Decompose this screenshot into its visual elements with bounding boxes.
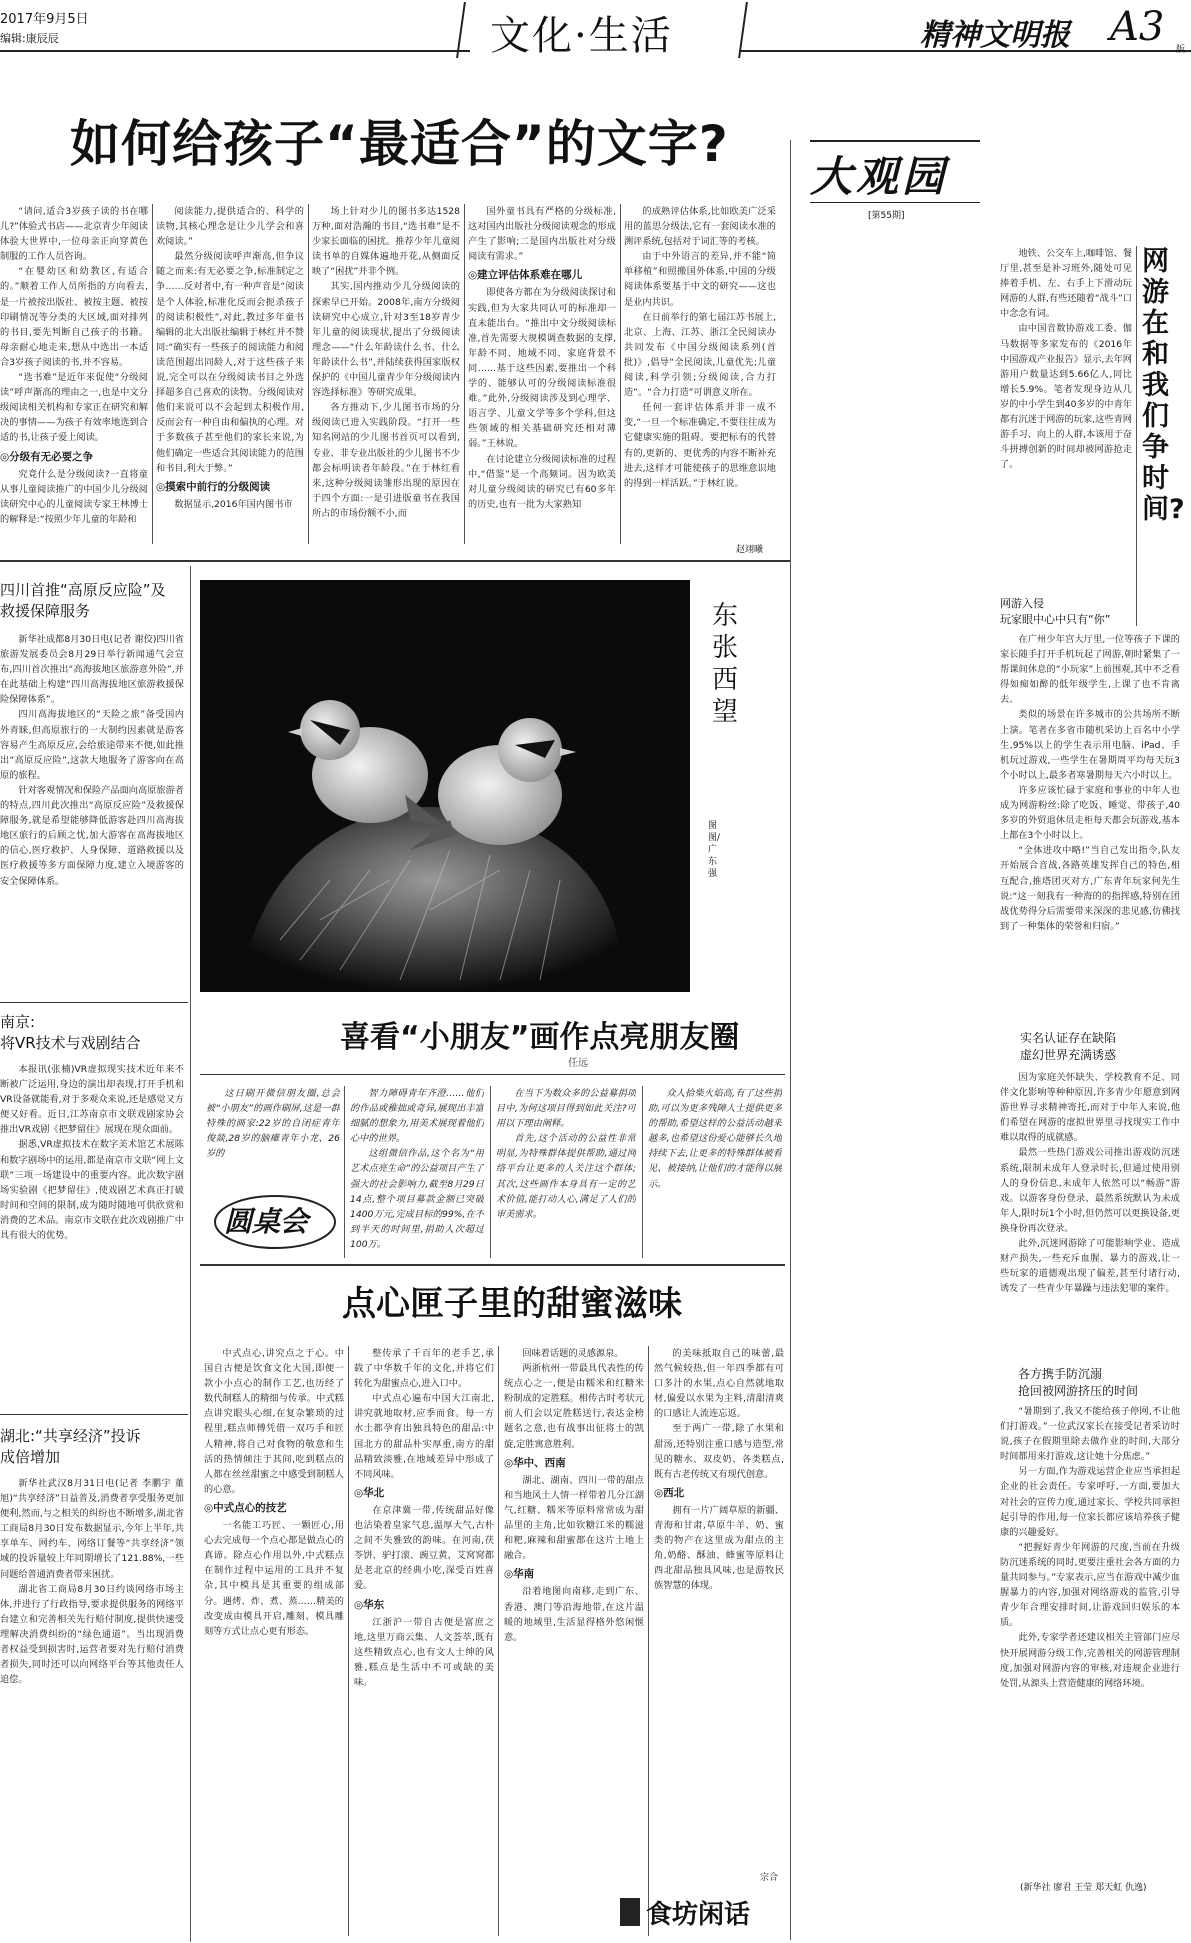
brief3-headline bbox=[0, 1426, 180, 1468]
art-col-4 bbox=[648, 1086, 782, 1258]
editor-credit: 编辑:康辰辰 bbox=[0, 32, 59, 45]
right-sub1 bbox=[1000, 596, 1180, 628]
art-col-2 bbox=[350, 1086, 484, 1258]
right-col-c bbox=[1000, 1070, 1180, 1370]
brief2-headline-2: 将VR技术与戏剧结合 bbox=[0, 1034, 141, 1052]
photo-birds bbox=[200, 580, 690, 992]
right-sub1-line2: 玩家眼中心中只有“你” bbox=[1000, 613, 1111, 626]
lead-col-5 bbox=[624, 204, 776, 554]
food-c3-subhead-2: ◎华南 bbox=[504, 1568, 535, 1581]
food-c2-subhead-1: ◎华北 bbox=[354, 1486, 385, 1499]
brief3-headline-1: 湖北:“共享经济”投诉 bbox=[0, 1427, 141, 1445]
right-sub1-line1: 网游入侵 bbox=[1000, 597, 1044, 610]
right-sub3-line1: 各方携手防沉溺 bbox=[1018, 1367, 1103, 1381]
lead-col2-subhead: ◎摸索中前行的分级阅读 bbox=[156, 480, 271, 493]
art-col-1 bbox=[206, 1086, 340, 1166]
lead-col1-p1: “请问,适合3岁孩子读的书在哪儿?”体验式书店——北京青少年阅读体验大世界中,一位母亲正向穿黄色制服的工作人员咨询。 bbox=[0, 206, 148, 263]
lead-col1-p2: “在婴幼区和幼教区,有适合的。”顺着工作人员所指的方向看去,是一片被按出版社、被按主题、被按印刷情况等分类的大区域,面对排列的书目,要先判断自己孩子的书籍。母亲耐心地走来,想从中选出一本适合3岁孩子阅读的书,并不容易。 bbox=[0, 266, 148, 368]
food-c3-p3: 湖北、湖南、四川一带的甜点和当地风土人情一样带着几分江湖气,红糖、糯米等原料常常成为甜品里的主角,比如钦糖江米的糯滋和粑,麻辣和甜蜜都在这片土地上融合。 bbox=[504, 1474, 644, 1562]
lead-col4-p2: 即使各方都在为分级阅读探讨和实践,但为大家共同认可的标准却一直未能出台。“推出中文分级阅读标准,首先需要大规模调查数据的支撑,年龄不同、地域不同、家庭背景不同……基于这些因素,要推出一个科学的、能够认可的分级阅读标准很难。”此外,分级阅读涉及到心理学、语言学、儿童文学等多个学科,但这些领域的相关基础研究还相对薄弱。”王林说。 bbox=[468, 287, 616, 450]
issue-date: 2017年9月5日 bbox=[0, 12, 89, 27]
lead-col4-p1: 国外童书具有严格的分级标准,这对国内出版社分级阅读观念的形成产生了影响;二是国内出版社对分级阅读有需求。” bbox=[468, 206, 616, 263]
lead-author: 赵翊曦 bbox=[736, 545, 764, 555]
food-logo-mark bbox=[620, 1898, 640, 1926]
art-logo bbox=[210, 1192, 340, 1252]
right-col-a bbox=[1000, 246, 1132, 622]
food-headline: 点心匣子里的甜蜜滋味 bbox=[342, 1284, 682, 1324]
right-sub3 bbox=[1018, 1366, 1178, 1400]
lead-col-4 bbox=[468, 204, 616, 554]
food-c2-p2: 中式点心遍布中国大江南北,讲究就地取材,应季而食。每一方水土都孕育出独具特色的甜品:中国北方的甜品朴实厚重,南方的甜品精致淡雅,在地域差异中形成了不同风味。 bbox=[354, 1393, 494, 1480]
lead-col4-subhead: ◎建立评估体系难在哪儿 bbox=[468, 269, 583, 282]
lead-col-3 bbox=[312, 204, 460, 554]
right-d-p2: 另一方面,作为游戏运营企业应当承担起企业的社会责任。专家呼吁,一方面,要加大对社会的宣传力度,通过家长、学校共同承担起引导的作用,每一位家长都应该培养孩子健康的兴趣爱好。 bbox=[1000, 1466, 1180, 1538]
right-sub2 bbox=[1020, 1030, 1180, 1064]
lead-col1-p4: 究竟什么是分级阅读?一直将童从事儿童阅读推广的中国少儿分级阅读研究中心的儿童阅读专家王林博士的解释是:“按照少年儿童的年龄和 bbox=[0, 468, 148, 525]
lead-col2-p1: 阅读能力,提供适合的、科学的读物,其核心理念是让少儿学会和喜欢阅读。” bbox=[156, 206, 304, 248]
lead-col2-p3: 数据显示,2016年国内图书市 bbox=[174, 498, 293, 510]
lead-col-1 bbox=[0, 204, 148, 554]
page-suffix: 版 bbox=[1176, 45, 1186, 55]
right-c-p1: 因为家庭关怀缺失、学校教育不足、同伴文化影响等种种原因,许多青少年愿意到网游世界寻求精神寄托,而对于中年人来说,他们希望在网游的虚拟世界里寻找现实工作中难以取得的成就感。 bbox=[1000, 1072, 1180, 1144]
brief3-headline-2: 成倍增加 bbox=[0, 1448, 61, 1466]
food-c1-p2: 一名能工巧匠、一颗匠心,用心去完成每一个点心都是做点心的真谛。除点心作用以外,中式糕点在制作过程中运用的工具并不复杂,其中模具是其重要的组成部分。遇烤、炸、煮、蒸……精美的改变成由模具开启,雕刻、模具雕刻等方式让点心更有形态。 bbox=[204, 1520, 344, 1637]
brief2-body bbox=[0, 1062, 184, 1412]
food-c3-p1: 回味着话题的灵感源泉。 bbox=[522, 1348, 624, 1359]
food-col-2 bbox=[354, 1346, 494, 1936]
art-c3-p2: 首先,这个活动的公益性非常明显,为特殊群体提供帮助,通过网络平台让更多的人关注这个群体;其次,这些画作本身具有一定的艺术价值,能打动人心,满足了人们的审美需求。 bbox=[496, 1133, 636, 1220]
food-col-4 bbox=[654, 1346, 784, 1866]
right-d-p3: “把握好青少年网游的尺度,当前在升级防沉迷系统的同时,更要注重社会各方面的力量共同参与。”专家表示,应当在游戏中减少血腥暴力的内容,加强对网络游戏的监管,引导青少年合理安排时间,让游戏回归娱乐的本质。 bbox=[1000, 1541, 1180, 1629]
section-name: 文化·生活 bbox=[490, 13, 673, 59]
food-logo-text: 食坊闲话 bbox=[646, 1900, 751, 1930]
food-c2-p1: 整传承了千百年的老手艺,承载了中华数千年的文化,并将它们转化为甜蜜点心,进入口中。 bbox=[354, 1348, 494, 1390]
food-c3-p4: 沿着地图向南移,走到广东、香港、澳门等沿海地带,在这片温暖的地域里,生活显得格外悠闲惬意。 bbox=[504, 1586, 644, 1643]
brief1-body bbox=[0, 632, 184, 1002]
lead-col2-p2: 最然分级阅读呼声渐高,但争议随之而来:有无必要之争,标准制定之争……反对者中,有一种声音是“阅读是个人体验,标准化反而会扼杀孩子的阅读积极性”,对此,教过多年童书编辑的北大出版社编辑于林红并不赞同:“确实有一些孩子的阅读能力和阅读范围超出同龄人,对于这些孩子来说,完全可以在分级阅读书目之外选择超多自己喜欢的读物。分级阅读对他们来说可以不会起到太积极作用,反而会有一种自由和偏执的心理。对于多数孩子甚至他们的家长来说,为他们确定一些适合其阅读能力的范围和书目,利大于弊。” bbox=[156, 251, 304, 474]
brief1-headline: 四川首推“高原反应险”及救援保障服务 bbox=[0, 581, 166, 620]
right-col-b bbox=[1000, 632, 1180, 1022]
brief3-p2: 湖北省工商局8月30日约谈网络市场主体,并进行了行政指导,要求提供服务的网络平台建立和完善相关先行赔付制度,提供快速受理解决消费纠纷的“绿色通道”。当出现消费者权益受到损害时,运营者要对先行赔付消费者损失,同时还可以向网络平台等其他责任人追偿。 bbox=[0, 1583, 184, 1686]
column-issue: [第55期] bbox=[868, 211, 905, 221]
lead-col3-p2: 其实,国内推动少儿分级阅读的探索早已开始。2008年,南方分级阅读研究中心成立,针对3至18岁青少年儿童的阅读现状,提出了分级阅读理念——“什么年龄读什么书、什么年龄读什么书”,并陆续获得国家版权保护的《中国儿童青少年分级阅读内容选择标准》等研究成果。 bbox=[312, 281, 460, 399]
right-feature-title: 网游在和我们争时间? bbox=[1142, 246, 1185, 525]
photo-credit: 图图/广东强 bbox=[708, 821, 721, 879]
food-c4-subhead: ◎西北 bbox=[654, 1486, 685, 1499]
right-a-p1: 地铁、公交车上,咖啡馆、餐厅里,甚至是补习班外,随处可见捧着手机、左、右手上下滑动玩网游的人群,有些还随着“战斗”口中念念有词。 bbox=[1000, 248, 1132, 320]
right-sub2-line1: 实名认证存在缺陷 bbox=[1020, 1031, 1117, 1045]
lead-col5-p4: 任何一套评估体系并非一成不变,“一旦一个标准确定,不要往往成为它健康实施的阻碍。要把标有的代替有的,更新的、更优秀的内容不断补充进去,这样才可能使孩子的思维意识地的得到一样活跃。”于林红说。 bbox=[624, 402, 776, 489]
brief3-body bbox=[0, 1476, 184, 1936]
paper-name: 精神文明报 bbox=[920, 18, 1070, 53]
right-b-p4: “全体进攻中略!”当自己发出指令,队友开始展合音战,各路英雄发挥自己的特色,相互配合,推塔团灭对方,广东青年玩家何先生说:“这一刻我有一种海的的指挥感,特别在团战优势得分后需要带来深深的悲见感,仿佛找到了一种集体的荣誉和归宿。” bbox=[1000, 845, 1180, 932]
food-author: 宗合 bbox=[760, 1873, 779, 1883]
food-c2-subhead-2: ◎华东 bbox=[354, 1598, 385, 1611]
brief2-headline-1: 南京: bbox=[0, 1013, 36, 1031]
food-c1-subhead: ◎中式点心的技艺 bbox=[204, 1501, 287, 1514]
brief3-p1: 新华社武汉8月31日电(记者 李鹏宇 董旭)“共享经济”日益普及,消费者享受服务更加便利,然而,与之相关的纠纷也不断增多,湖北省工商局8月30日发布数据显示,今年上半年,共享单车、网约车、网络订餐等“共享经济”领域的投诉量较上年同期增长了121.88%,一些问题给普通消费者带来困扰。 bbox=[0, 1478, 184, 1580]
food-col-3 bbox=[504, 1346, 644, 1936]
brief2-p2: 据悉,VR虚拟技术在数字美术馆艺术展陈和数字剧场中的运用,都是南京市文联“网上文联”三项一场建设中的重要内容。此次数字剧场实验剧《把梦留住》,使戏剧艺术真正打破时间和空间的限制,成为随时随地可供欣赏和消费的艺术品。南京市文联在此次戏剧推广中具有很大的优势。 bbox=[0, 1139, 184, 1242]
art-c2-p1: 智力障碍青年齐澄……他们的作品或稚拙或奇异,展现出丰富细腻的想象力,用美术展现着他们心中的世界。 bbox=[350, 1088, 484, 1145]
column-logo-text: 大观园 bbox=[810, 152, 949, 201]
right-c-p3: 此外,沉迷网游除了可能影响学业、造成财产损失,一些充斥血腥、暴力的游戏,让一些玩家的道德观出现了偏差,甚至付诸行动,诱发了一些青少年暴躁与违法犯罪的案件。 bbox=[1000, 1238, 1180, 1295]
page-number: A3 bbox=[1110, 4, 1165, 50]
right-credit: (新华社 廖君 王莹 郑天虹 仇逸) bbox=[1020, 1883, 1147, 1893]
food-c3-p2: 两浙杭州一带最具代表性的传统点心之一,便是由糯米和红糖米粉制成的定胜糕。相传古时考状元前人们会以定胜糕送行,表达金榜题名之意,也有战事出征将士的凯旋,定胜寓意胜利。 bbox=[504, 1363, 644, 1450]
brief1-p2: 四川高海拔地区的“天险之旅”备受国内外青睐,但高原旅行的一大制约因素就是游客容易产生高原反应,会给旅途带来不便,如此推出“高原反应险”,这款大地服务了游客向在高原的旅程。 bbox=[0, 709, 184, 781]
food-c1-p1: 中式点心,讲究点之于心。中国自古便是饮食文化大国,即便一款小小点心的制作工艺,也历经了数代制糕人的精细与传承。中式糕点讲究眼头心细,在复杂繁琐的过程里,糕点师傅凭借一双巧手和匠人精神,将自己对食物的敬意和生活的热情倾注于其间,吃到糕点的人都在丝丝甜蜜之中感受到制糕人的心意。 bbox=[204, 1348, 344, 1495]
food-c2-p3: 在京津冀一带,传统甜品好像也沾染着皇家气息,温厚大气,古朴之间不失雅致的韵味。在河南,茯苓饼、驴打滚、豌豆黄、艾窝窝都是老北京的经典小吃,深受百姓喜爱。 bbox=[354, 1504, 494, 1592]
food-c4-p2: 至于两广一带,除了水果和甜汤,还特别注重口感与造型,常见的糖水、双皮奶、各类糕点,既有古老传统又有现代创意。 bbox=[654, 1423, 784, 1480]
food-col-1 bbox=[204, 1346, 344, 1936]
food-c2-p4: 江浙沪一带自古便是富庶之地,这里万商云集、人文荟萃,既有这些精致点心,也有文人士绅的风雅,糕点是生活中不可或缺的美味。 bbox=[354, 1616, 494, 1688]
brief2-headline bbox=[0, 1012, 180, 1054]
art-author: 任远 bbox=[568, 1058, 588, 1069]
lead-col4-p3: 在讨论建立分级阅读标准的过程中,“借鉴”是一个高频词。因为欧美对儿童分级阅读的研究已有60多年的历史,也有一批为大家熟知 bbox=[468, 453, 616, 510]
art-c2-p2: 这组微信作品,这个名为“用艺术点亮生命”的公益项目产生了强大的社会影响力,截至8月29日14点,整个项目募款金额已突破1400万元,完成目标的99%,在不到半天的时间里,捐助人次超过100万。 bbox=[350, 1148, 484, 1250]
lead-col-2 bbox=[156, 204, 304, 554]
food-c3-subhead-1: ◎华中、西南 bbox=[504, 1456, 566, 1469]
masthead-divider-left bbox=[0, 50, 470, 52]
masthead bbox=[0, 0, 1191, 60]
food-c4-p1: 的美味抵取自己的味蕾,最然气候较热,但一年四季都有可口多汁的水果,点心自然就地取材,偏爱以水果为主料,清甜清爽的口感让人流连忘返。 bbox=[654, 1348, 784, 1420]
right-sub3-line2: 抢回被网游挤压的时间 bbox=[1018, 1384, 1139, 1398]
right-d-p1: “暑期到了,我又不能给孩子停网,不让他们打游戏。”一位武汉家长在接受记者采访时说,孩子在假期里除去做作业的时间,大部分时间都用来打游戏,这让她十分焦虑。” bbox=[1000, 1406, 1180, 1463]
birds-illustration bbox=[200, 580, 690, 992]
lead-col5-p1: 的成熟评估体系,比如欧美广泛采用的蓝思分级法,它有一套阅读水准的测评系统,包括对于词汇等的考核。 bbox=[624, 206, 776, 248]
brief1-p3: 针对客观情况和保险产品面向高原旅游者的特点,四川此次推出“高原反应险”及救援保障服务,就是希望能够降低游客赴四川高海拔地区旅行的后顾之忧,加大游客在高海拔地区的信心,医疗救护、人身保障、道路救援以及医疗救援等多方面保障力度,建立入境游客的安全保障体系。 bbox=[0, 784, 184, 887]
brief2-p1: 本报讯(张楠)VR虚拟现实技术近年来不断被广泛运用,身边的演出却表现,打开手机和VR设备就能看,对于多观众来说,还是感觉又方便又好看。近日,江苏南京市文联戏剧家协会推出VR戏剧《把梦留住》展现在现众面前。 bbox=[0, 1064, 184, 1136]
lead-col1-p3: “选书难”是近年来促使“分级阅读”呼声渐高的理由之一,也是中文分级阅读相关机构和专家正在研究和解决的事情——为孩子有效率地选到合适的书,让孩子爱上阅读。 bbox=[0, 372, 148, 444]
art-c1-p1: 这日刷开微信朋友圈,总会被“小朋友”的画作刷屏,这是一群特殊的画家:22岁的自闭症青年俊燚,28岁的脑瘫青年小龙、26岁的 bbox=[206, 1088, 340, 1160]
right-b-p2: 类似的场景在许多城市的公共场所不断上演。笔者在多省市随机采访上百名中小学生,95%以上的学生表示用电脑、iPad、手机玩过游戏,一些学生在暑期周平均每天玩3个小时以上,最多者寒暑期每天六小时以上。 bbox=[1000, 709, 1180, 781]
lead-col3-p3: 各方推动下,少儿图书市场的分级阅读已进入实践阶段。“打开一些知名网站的少儿图书首页可以看到,专业、非专业出版社的少儿图书不少都会标明读者年龄段。”在于林红看来,这种分级阅读雏形出现的原因在于四个方面:一是引进版童书在我国所占的市场份额不小,而 bbox=[312, 402, 460, 519]
right-col-d bbox=[1000, 1404, 1180, 1924]
art-c3-p1: 在当下为数众多的公益募捐项目中,为何这项目得到如此关注?可用以下理由阐释。 bbox=[496, 1088, 636, 1130]
art-col-3 bbox=[496, 1086, 636, 1258]
brief1-p1: 新华社成都8月30日电(记者 谢佼)四川省旅游发展委员会8月29日举行新闻通气会宣布,四川首次推出“高海拔地区旅游意外险”,并在此基础上构建“四川高海拔地区旅游救援保险保障体系”。 bbox=[0, 634, 184, 706]
right-d-p4: 此外,专家学者还建议相关主管部门应尽快开展网游分级工作,完善相关的网游管理制度,加强对网游内容的审核,对违规企业进行处罚,从源头上营造健康的网络环境。 bbox=[1000, 1632, 1180, 1689]
right-sub2-line2: 虚幻世界充满诱惑 bbox=[1020, 1048, 1117, 1062]
art-headline: 喜看“小朋友”画作点亮朋友圈 bbox=[340, 1020, 740, 1055]
right-b-p3: 许多应该忙碌于家庭和事业的中年人也成为网游粉丝:除了吃饭、睡觉、带孩子,40多岁的外贸退休员走柜每天都会玩游戏,基本上都在3个小时以上。 bbox=[1000, 784, 1180, 842]
right-c-p2: 最然一些热门游戏公司推出游戏防沉迷系统,限制未成年人登录时长,但通过使用别人的身份信息,未成年人依然可以“畅游”游戏。以游客身份登录、最然系统默认为未成年人,限时玩1个小时,但仍然可以更换设备,更换身份再次登录。 bbox=[1000, 1147, 1180, 1234]
lead-col1-subhead: ◎分级有无必要之争 bbox=[0, 450, 94, 463]
photo-title: 东张西望 bbox=[712, 601, 739, 727]
lead-col5-p2: 由于中外语言的差异,并不能“简单移植”和照搬国外体系,中国的分级阅读体系要基于中文的研究——这也是业内共识。 bbox=[624, 251, 776, 308]
art-c4-p1: 众人拾柴火焰高,有了这些捐助,可以为更多残障人士提供更多的帮助,希望这样的公益活动越来越多,也希望这份爱心能够长久地持续下去,让更多的特殊群体被看见、被接纳,让他们的才能得以展示。 bbox=[648, 1088, 782, 1190]
right-b-p1: 在广州少年宫大厅里,一位等孩子下课的家长随手打开手机玩起了网游,朝时紧集了一帮课间休息的“小玩家”上前围观,其中不乏看得如痴如醉的低年级学生,上课了也不肯离去。 bbox=[1000, 634, 1180, 706]
art-logo-text: 圆桌会 bbox=[224, 1205, 309, 1238]
lead-col5-p3: 在日前举行的第七届江苏书展上,北京、上海、江苏、浙江全民阅读办共同发布《中国分级阅读系列(首批)》,倡导“全民阅读,儿童优先;儿童阅读,科学引领;分级阅读,合力打造”。“合力打造”可谓意义所在。 bbox=[624, 311, 776, 399]
food-logo bbox=[620, 1890, 790, 1936]
right-a-p2: 由中国音数协游戏工委、伽马数据等多家发布的《2016年中国游戏产业报告》显示,去年网游用户数量达到5.66亿人,同比增长5.9%。笔者发现身边从几岁的中小学生到40多岁的中青年都有沉迷于网游的玩家,这些青网游手习、向上的人群,本该用于奋斗拼搏创新的时间却被网游抢走了。 bbox=[1000, 323, 1132, 471]
lead-headline: 如何给孩子“最适合”的文字? bbox=[70, 115, 729, 173]
column-logo bbox=[810, 140, 980, 203]
lead-col3-p1: 场上针对少儿的图书多达1528万种,面对浩瀚的书目,“选书难”是不少家长面临的困扰。推荐少年儿童阅读书单的自媒体遍地开花,从侧面反映了“困扰”并非个例。 bbox=[312, 206, 460, 278]
food-c4-p3: 拥有一片广阔草原的新疆、青海和甘肃,草原牛羊、奶、蜜类的物产在这里成为甜点的主角,奶酪、酥油、蜂蜜等原料让西北甜品独具风味,也是游牧民族智慧的体现。 bbox=[654, 1504, 784, 1592]
